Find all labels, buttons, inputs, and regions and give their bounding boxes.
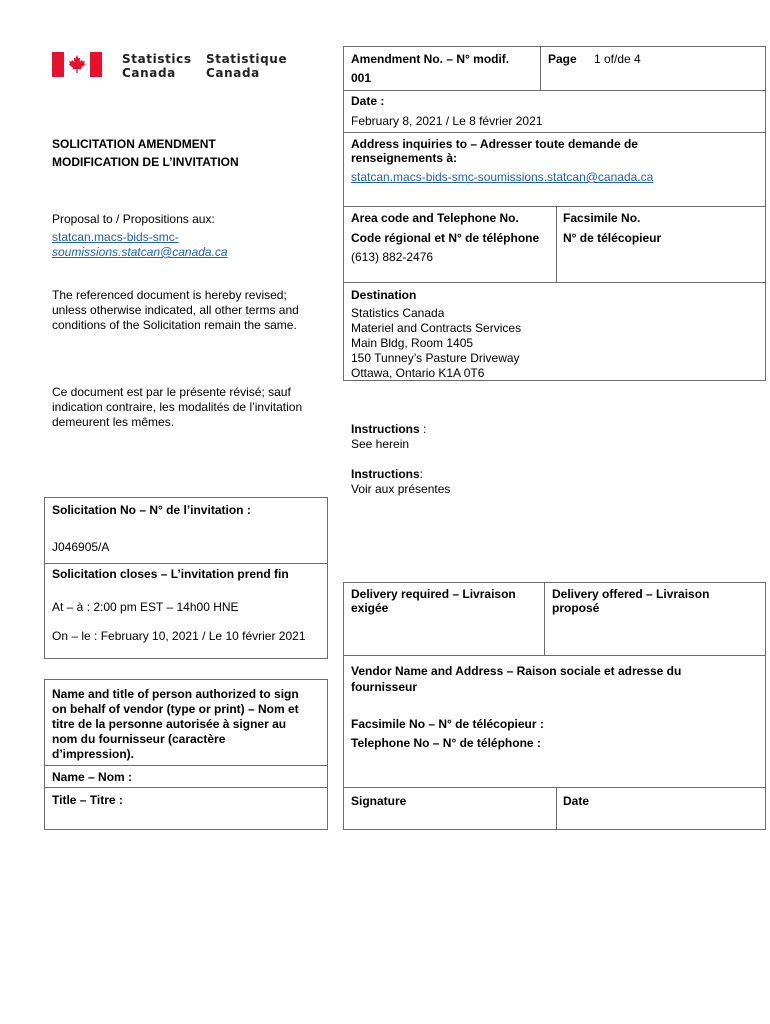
canada-flag-icon — [52, 52, 102, 77]
delivery-required-2: exigée — [351, 601, 389, 615]
revision-fr-line-1: Ce document est par le présente révisé; sauf — [52, 385, 291, 399]
solicitation-label: Solicitation No – N° de l’invitation : — [52, 503, 251, 517]
del-box-div — [544, 582, 545, 656]
instructions-en-value: See herein — [351, 437, 410, 451]
rbox-left — [343, 46, 344, 381]
auth-box-right — [327, 679, 328, 830]
authorized-line-1: Name and title of person authorized to sign — [52, 687, 299, 701]
inquiries-label-1: Address inquiries to – Adresser toute demande de — [351, 137, 638, 151]
date-value: February 8, 2021 / Le 8 février 2021 — [351, 114, 543, 128]
date-label: Date : — [351, 94, 385, 108]
authorized-line-4: nom du fournisseur (caractère — [52, 732, 226, 746]
rbox-top — [343, 46, 766, 47]
closes-on: On – le : February 10, 2021 / Le 10 février 2021 — [52, 629, 306, 643]
logo-canada-en: Canada — [122, 66, 176, 80]
authorized-line-3: titre de la personne autorisée à signer au — [52, 717, 287, 731]
auth-box-h2 — [44, 787, 328, 788]
delivery-required-1: Delivery required – Livraison — [351, 587, 516, 601]
revision-en-line-1: The referenced document is hereby revised; — [52, 288, 287, 302]
rbox-right — [765, 46, 766, 381]
vendor-tel-label: Telephone No – N° de téléphone : — [351, 736, 541, 750]
sol-box-left — [44, 497, 45, 659]
del-box-h1 — [343, 655, 766, 656]
logo-statistique: Statistique — [206, 52, 288, 66]
proposal-email-link-1[interactable]: statcan.macs-bids-smc- — [52, 230, 179, 244]
phone-label-1: Area code and Telephone No. — [351, 211, 519, 225]
destination-line-1: Statistics Canada — [351, 306, 445, 320]
del-box-bottom — [343, 829, 766, 830]
phone-value: (613) 882-2476 — [351, 250, 434, 264]
amendment-value: 001 — [351, 71, 372, 85]
instructions-fr-value: Voir aux présentes — [351, 482, 451, 496]
destination-line-4: 150 Tunney’s Pasture Driveway — [351, 351, 520, 365]
amendment-label: Amendment No. – N° modif. — [351, 52, 510, 66]
del-box-top — [343, 582, 766, 583]
revision-fr-line-2: indication contraire, les modalités de l’invitation — [52, 400, 303, 414]
signature-date-label: Date — [563, 794, 590, 808]
rbox-h4 — [343, 282, 766, 283]
logo-canada-fr: Canada — [206, 66, 260, 80]
solicitation-value: J046905/A — [52, 540, 110, 554]
instructions-fr-suffix: : — [419, 467, 424, 481]
rbox-h3 — [343, 206, 766, 207]
phone-label-2: Code régional et N° de téléphone — [351, 231, 540, 245]
instructions-en — [351, 422, 426, 437]
inquiries-label-2: renseignements à: — [351, 151, 458, 165]
rbox-h2 — [343, 132, 766, 133]
sol-box-mid — [44, 563, 328, 564]
rbox-h1 — [343, 90, 766, 91]
inquiries-email-link[interactable]: statcan.macs-bids-smc-soumissions.statcan@canada.ca — [351, 170, 654, 184]
destination-line-3: Main Bldg, Room 1405 — [351, 336, 474, 350]
title-line-2: MODIFICATION DE L’INVITATION — [52, 155, 239, 169]
fax-label-1: Facsimile No. — [563, 211, 641, 225]
revision-fr-line-3: demeurent les mêmes. — [52, 415, 175, 429]
vendor-fax-label: Facsimile No – N° de télécopieur : — [351, 717, 544, 731]
instructions-fr — [351, 467, 423, 482]
del-box-h2 — [343, 787, 766, 788]
rbox-div-phone-fax — [556, 206, 557, 283]
sol-box-bottom — [44, 658, 328, 659]
name-label: Name – Nom : — [52, 770, 133, 784]
authorized-line-2: on behalf of vendor (type or print) – Nom et — [52, 702, 299, 716]
closes-label: Solicitation closes – L’invitation prend fin — [52, 567, 289, 581]
revision-en-line-3: conditions of the Solicitation remain the same. — [52, 318, 297, 332]
auth-box-h1 — [44, 765, 328, 766]
sol-box-top — [44, 497, 328, 498]
instructions-en-label: Instructions — [351, 422, 420, 436]
vendor-label-2: fournisseur — [351, 680, 418, 694]
destination-line-2: Materiel and Contracts Services — [351, 321, 522, 335]
vendor-label-1: Vendor Name and Address – Raison sociale et adresse du — [351, 664, 682, 678]
delivery-offered-1: Delivery offered – Livraison — [552, 587, 710, 601]
closes-at: At – à : 2:00 pm EST – 14h00 HNE — [52, 600, 239, 614]
rbox-div-amend-page — [540, 46, 541, 91]
del-box-right — [765, 582, 766, 830]
revision-en-line-2: unless otherwise indicated, all other terms and — [52, 303, 299, 317]
destination-line-5: Ottawa, Ontario K1A 0T6 — [351, 366, 485, 380]
authorized-line-5: d’impression). — [52, 747, 135, 761]
destination-label: Destination — [351, 288, 417, 302]
signature-label: Signature — [351, 794, 407, 808]
page-label: Page — [548, 52, 577, 66]
auth-box-left — [44, 679, 45, 830]
logo-statistics: Statistics — [122, 52, 192, 66]
statcan-logo — [52, 50, 292, 82]
title-line-1: SOLICITATION AMENDMENT — [52, 137, 216, 151]
delivery-offered-2: proposé — [552, 601, 600, 615]
del-box-sig-div — [556, 787, 557, 830]
title-label: Title – Titre : — [52, 793, 123, 807]
page-value: 1 of/de 4 — [594, 52, 641, 66]
auth-box-top — [44, 679, 328, 680]
del-box-left — [343, 582, 344, 830]
auth-box-bottom — [44, 829, 328, 830]
sol-box-right — [327, 497, 328, 659]
instructions-fr-label: Instructions — [351, 467, 420, 481]
proposal-label: Proposal to / Propositions aux: — [52, 212, 215, 226]
instructions-en-suffix: : — [419, 422, 427, 436]
fax-label-2: N° de télécopieur — [563, 231, 662, 245]
proposal-email-link-2[interactable]: soumissions.statcan@canada.ca — [52, 245, 228, 259]
